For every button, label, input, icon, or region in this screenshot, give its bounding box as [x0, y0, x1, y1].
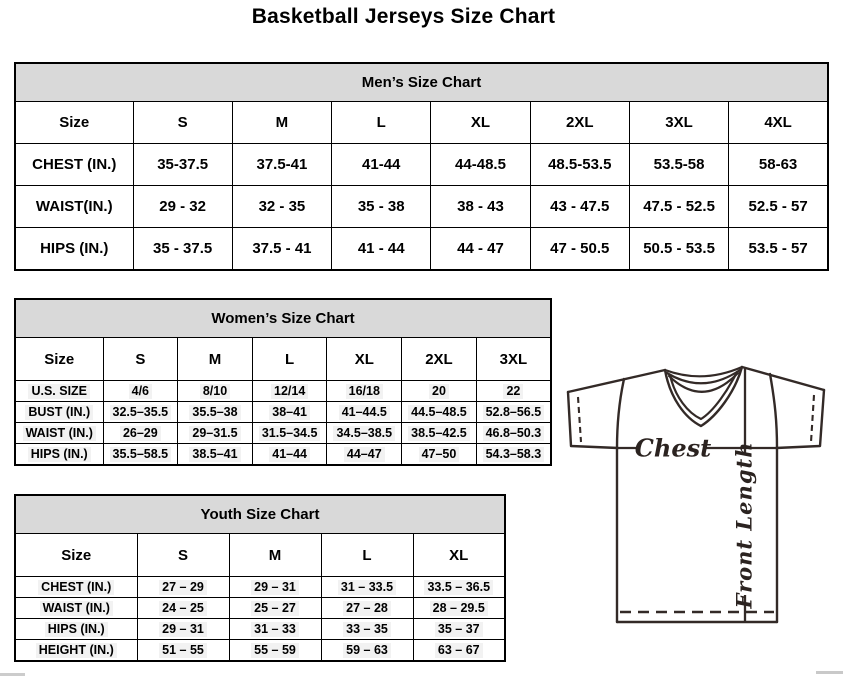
size-value-text: 31 – 33.5: [338, 580, 396, 595]
size-value: 43 - 47.5: [530, 186, 629, 228]
size-value: [137, 577, 229, 598]
size-value-text: 63 – 67: [435, 643, 483, 658]
size-value: 44-48.5: [431, 144, 530, 186]
size-value: [476, 423, 551, 444]
row-label: [15, 598, 137, 619]
size-value-text: 38–41: [269, 405, 310, 420]
size-value: [402, 402, 477, 423]
size-value: 41 - 44: [332, 228, 431, 271]
size-value: 52.5 - 57: [729, 186, 828, 228]
size-value-text: 28 – 29.5: [430, 601, 488, 616]
size-value: [327, 381, 402, 402]
size-value-text: 20: [429, 384, 449, 399]
size-value: [413, 619, 505, 640]
row-label-text: WAIST (IN.): [23, 426, 96, 441]
jersey-cuff-dash-left: [578, 397, 581, 442]
size-value: [252, 423, 327, 444]
row-label: CHEST (IN.): [15, 144, 133, 186]
size-value: [137, 598, 229, 619]
size-value: [252, 381, 327, 402]
row-label-text: U.S. SIZE: [28, 384, 90, 399]
row-label: [15, 381, 103, 402]
size-value-text: 8/10: [200, 384, 230, 399]
size-value-text: 25 – 27: [251, 601, 299, 616]
column-header: L: [252, 338, 327, 381]
size-value: 48.5-53.5: [530, 144, 629, 186]
size-value: 32 - 35: [232, 186, 331, 228]
size-value-text: 52.8–56.5: [483, 405, 545, 420]
row-label-text: HEIGHT (IN.): [36, 643, 117, 658]
size-value-text: 55 – 59: [251, 643, 299, 658]
size-value: 38 - 43: [431, 186, 530, 228]
row-label-text: HIPS (IN.): [28, 447, 91, 462]
table-row: [15, 423, 551, 444]
size-value-text: 16/18: [346, 384, 383, 399]
column-header: XL: [413, 534, 505, 577]
size-value-text: 29–31.5: [189, 426, 240, 441]
row-label-text: BUST (IN.): [25, 405, 93, 420]
size-value-text: 54.3–58.3: [483, 447, 545, 462]
size-value: 47 - 50.5: [530, 228, 629, 271]
size-value: [476, 402, 551, 423]
size-value: [321, 577, 413, 598]
column-header: M: [232, 102, 331, 144]
table-title: Youth Size Chart: [15, 495, 505, 534]
column-header: 2XL: [402, 338, 477, 381]
column-header: 3XL: [629, 102, 728, 144]
size-value-text: 29 – 31: [159, 622, 207, 637]
table-title: Women’s Size Chart: [15, 299, 551, 338]
size-value-text: 27 – 28: [343, 601, 391, 616]
jersey-shoulder-right: [742, 367, 824, 390]
jersey-shoulder-left: [568, 370, 665, 392]
size-value: [413, 640, 505, 662]
size-value-text: 29 – 31: [251, 580, 299, 595]
size-value: 37.5 - 41: [232, 228, 331, 271]
table-row: [15, 640, 505, 662]
womens-size-table: [14, 298, 552, 466]
size-value: 47.5 - 52.5: [629, 186, 728, 228]
column-header: M: [178, 338, 253, 381]
size-value-text: 26–29: [120, 426, 161, 441]
jersey-measurement-diagram: [556, 362, 840, 668]
jersey-diagram-svg: [556, 362, 840, 668]
youth-size-table: [14, 494, 506, 662]
table-row: [15, 144, 828, 186]
chest-label: Chest: [634, 433, 712, 463]
size-value: [476, 444, 551, 466]
jersey-armhole-right: [770, 374, 777, 448]
size-value: [137, 640, 229, 662]
size-column-header: Size: [15, 534, 137, 577]
size-value-text: 44.5–48.5: [408, 405, 470, 420]
table-row: [15, 598, 505, 619]
column-header: S: [103, 338, 178, 381]
table-row: [15, 186, 828, 228]
table-row: [15, 381, 551, 402]
size-value: [402, 444, 477, 466]
size-value-text: 24 – 25: [159, 601, 207, 616]
cropped-edge-artifact-left: [0, 673, 25, 676]
jersey-armhole-left: [617, 379, 624, 448]
size-value-text: 35.5–58.5: [110, 447, 172, 462]
size-value: [413, 598, 505, 619]
column-header: S: [137, 534, 229, 577]
size-value: [178, 444, 253, 466]
size-value: [252, 402, 327, 423]
row-label: HIPS (IN.): [15, 228, 133, 271]
size-value-text: 46.8–50.3: [483, 426, 545, 441]
size-value: [327, 402, 402, 423]
size-value: 35 - 38: [332, 186, 431, 228]
jersey-sleeve-right: [776, 390, 824, 448]
row-label: [15, 640, 137, 662]
size-value: [178, 402, 253, 423]
table-row: [15, 444, 551, 466]
row-label: WAIST(IN.): [15, 186, 133, 228]
size-value: 58-63: [729, 144, 828, 186]
row-label: [15, 423, 103, 444]
size-value: [321, 598, 413, 619]
size-value: [476, 381, 551, 402]
size-value-text: 33 – 35: [343, 622, 391, 637]
size-value: 53.5 - 57: [729, 228, 828, 271]
column-header: S: [133, 102, 232, 144]
table-row: [15, 228, 828, 271]
size-value: [103, 444, 178, 466]
size-value-text: 35.5–38: [189, 405, 240, 420]
size-value-text: 38.5–41: [189, 447, 240, 462]
column-header: M: [229, 534, 321, 577]
column-header: 2XL: [530, 102, 629, 144]
size-value: [321, 619, 413, 640]
size-value-text: 34.5–38.5: [333, 426, 395, 441]
row-label-text: CHEST (IN.): [38, 580, 114, 595]
row-label-text: WAIST (IN.): [40, 601, 113, 616]
size-value: [103, 402, 178, 423]
column-header: L: [332, 102, 431, 144]
size-value: [327, 423, 402, 444]
size-value-text: 32.5–35.5: [110, 405, 172, 420]
table-row: [15, 577, 505, 598]
row-label: [15, 619, 137, 640]
size-column-header: Size: [15, 102, 133, 144]
size-value: [178, 423, 253, 444]
table-title: Men’s Size Chart: [15, 63, 828, 102]
size-value: [327, 444, 402, 466]
row-label: [15, 444, 103, 466]
size-value: [402, 381, 477, 402]
size-value-text: 12/14: [271, 384, 308, 399]
size-value-text: 31.5–34.5: [259, 426, 321, 441]
size-value-text: 38.5–42.5: [408, 426, 470, 441]
size-value: 37.5-41: [232, 144, 331, 186]
column-header: L: [321, 534, 413, 577]
size-value-text: 47–50: [419, 447, 460, 462]
size-value-text: 44–47: [344, 447, 385, 462]
size-value: [229, 598, 321, 619]
column-header: 4XL: [729, 102, 828, 144]
size-value-text: 22: [503, 384, 523, 399]
table-row: [15, 619, 505, 640]
page-title: Basketball Jerseys Size Chart: [251, 5, 556, 28]
size-value: [229, 577, 321, 598]
row-label: [15, 577, 137, 598]
column-header: 3XL: [476, 338, 551, 381]
column-header: XL: [431, 102, 530, 144]
front-length-label: Front Length: [731, 441, 757, 609]
size-value-text: 33.5 – 36.5: [424, 580, 493, 595]
size-column-header: Size: [15, 338, 103, 381]
size-value-text: 4/6: [129, 384, 152, 399]
table-row: [15, 402, 551, 423]
size-value: 29 - 32: [133, 186, 232, 228]
jersey-sleeve-left: [568, 392, 618, 448]
size-value: [413, 577, 505, 598]
size-value: [103, 423, 178, 444]
size-value: 35 - 37.5: [133, 228, 232, 271]
size-value: [103, 381, 178, 402]
mens-size-table: [14, 62, 829, 271]
size-value-text: 59 – 63: [343, 643, 391, 658]
size-value: [229, 640, 321, 662]
size-value: 53.5-58: [629, 144, 728, 186]
size-value: 41-44: [332, 144, 431, 186]
size-value: [137, 619, 229, 640]
size-value: [402, 423, 477, 444]
size-value-text: 41–44.5: [339, 405, 390, 420]
row-label: [15, 402, 103, 423]
row-label-text: HIPS (IN.): [45, 622, 108, 637]
size-value: [252, 444, 327, 466]
size-value-text: 51 – 55: [159, 643, 207, 658]
jersey-cuff-dash-right: [811, 395, 814, 442]
cropped-edge-artifact-right: [816, 671, 843, 674]
size-value-text: 31 – 33: [251, 622, 299, 637]
column-header: XL: [327, 338, 402, 381]
size-value: [178, 381, 253, 402]
size-value: [229, 619, 321, 640]
size-value: 44 - 47: [431, 228, 530, 271]
size-value-text: 41–44: [269, 447, 310, 462]
size-value: 50.5 - 53.5: [629, 228, 728, 271]
size-value-text: 27 – 29: [159, 580, 207, 595]
size-value: [321, 640, 413, 662]
size-value-text: 35 – 37: [435, 622, 483, 637]
size-value: 35-37.5: [133, 144, 232, 186]
